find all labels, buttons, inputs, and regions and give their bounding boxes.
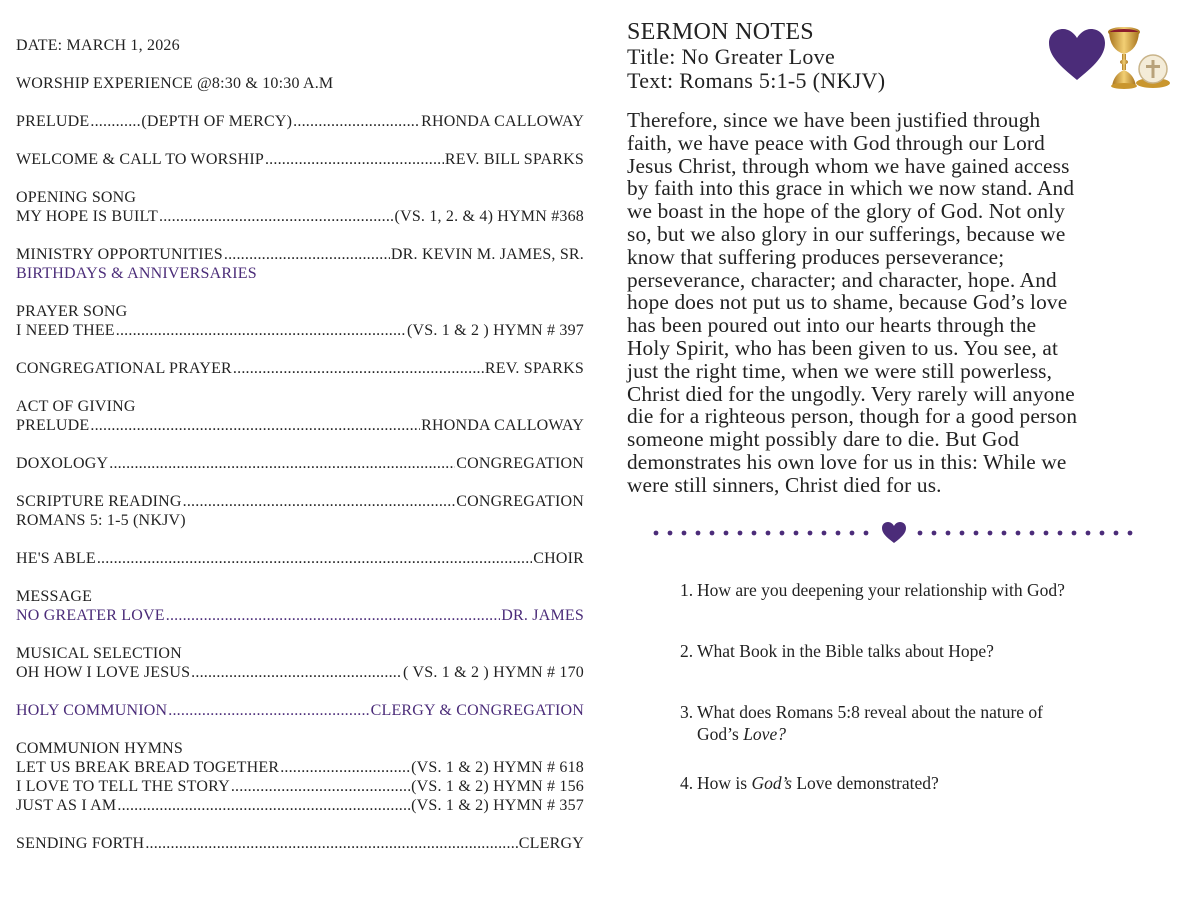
sermon-notes-heading: SERMON NOTES	[627, 19, 814, 45]
hes-able-item: HE'S ABLE ..... CHOIR	[16, 549, 584, 568]
worship-times: WORSHIP EXPERIENCE @8:30 & 10:30 A.M	[16, 75, 334, 92]
holy-communion-item: HOLY COMMUNION ..... CLERGY & CONGREGATION	[16, 701, 584, 720]
sermon-title: Title: No Greater Love	[627, 44, 836, 69]
order-of-service	[16, 36, 584, 853]
prayer-song-item: PRAYER SONG I NEED THEE ..... (VS. 1 & 2 ) HYMN # 397	[16, 302, 584, 340]
welcome-item: WELCOME & CALL TO WORSHIP ..... REV. BILL SPARKS	[16, 150, 584, 169]
doxology-item: DOXOLOGY ..... CONGREGATION	[16, 454, 584, 473]
hymn-row: LET US BREAK BREAD TOGETHER ..... (VS. 1 & 2) HYMN # 618	[16, 758, 584, 777]
hymn-row: I LOVE TO TELL THE STORY ..... (VS. 1 & 2) HYMN # 156	[16, 777, 584, 796]
opening-song-item: OPENING SONG MY HOPE IS BUILT ..... (VS. 1, 2. & 4) HYMN #368	[16, 188, 584, 226]
message-item: MESSAGE NO GREATER LOVE ..... DR. JAMES	[16, 587, 584, 625]
question-1: 1. How are you deepening your relationship with God?	[680, 580, 1065, 600]
heart-icon	[1048, 28, 1106, 82]
prelude-item: PRELUDE ..... (DEPTH OF MERCY) ..... RHONDA CALLOWAY	[16, 112, 584, 131]
hymn-row: JUST AS I AM ..... (VS. 1 & 2) HYMN # 357	[16, 796, 584, 815]
question-3: 3. What does Romans 5:8 reveal about the nature of God’s Love?	[680, 702, 1044, 744]
ministry-item: MINISTRY OPPORTUNITIES ..... DR. KEVIN M. JAMES, SR. BIRTHDAYS & ANNIVERSARIES	[16, 245, 584, 283]
service-date: DATE: MARCH 1, 2026	[16, 37, 180, 54]
question-2: 2. What Book in the Bible talks about Hope?	[680, 641, 994, 661]
communion-hymns-item: COMMUNION HYMNS LET US BREAK BREAD TOGETHER ..... (VS. 1 & 2) HYMN # 618 I LOVE TO TELL THE STORY ..... (VS. 1 & 2) HYMN # 156 JUST AS I AM ..... (VS. 1 & 2) HYMN # 357	[16, 739, 584, 815]
sermon-text-ref: Text: Romans 5:1-5 (NKJV)	[627, 68, 886, 93]
congregational-prayer-item: CONGREGATIONAL PRAYER ..... REV. SPARKS	[16, 359, 584, 378]
sending-forth-item: SENDING FORTH ..... CLERGY	[16, 834, 584, 853]
scripture-item: SCRIPTURE READING ..... CONGREGATION ROMANS 5: 1-5 (NKJV)	[16, 492, 584, 530]
sermon-notes	[627, 20, 1187, 497]
question-4: 4. How is God’s Love demonstrated?	[680, 773, 939, 793]
musical-selection-item: MUSICAL SELECTION OH HOW I LOVE JESUS ..... ( VS. 1 & 2 ) HYMN # 170	[16, 644, 584, 682]
scripture-passage: Therefore, since we have been justified through faith, we have peace with God through our Lord Jesus Christ, through whom we have gained access by faith into this grace in which we now stand. And we boast in the hope of the glory of God. Not only so, but we also glory in our sufferings, because we know that suffering produces perseverance; perseverance, character; and character, hope. And hope does not put us to shame, because God’s love has been poured out into our hearts through the Holy Spirit, who has been given to us. You see, at just the right time, when we were still powerless, Christ died for the ungodly. Very rarely will anyone die for a righteous person, though for a good person someone might possibly dare to die. But God demonstrates his own love for us in this: While we were still sinners, Christ died for us.	[627, 108, 1078, 497]
communion-wafer-icon	[1134, 52, 1172, 90]
section-divider	[640, 521, 1140, 545]
giving-item: ACT OF GIVING PRELUDE ..... RHONDA CALLOWAY	[16, 397, 584, 435]
